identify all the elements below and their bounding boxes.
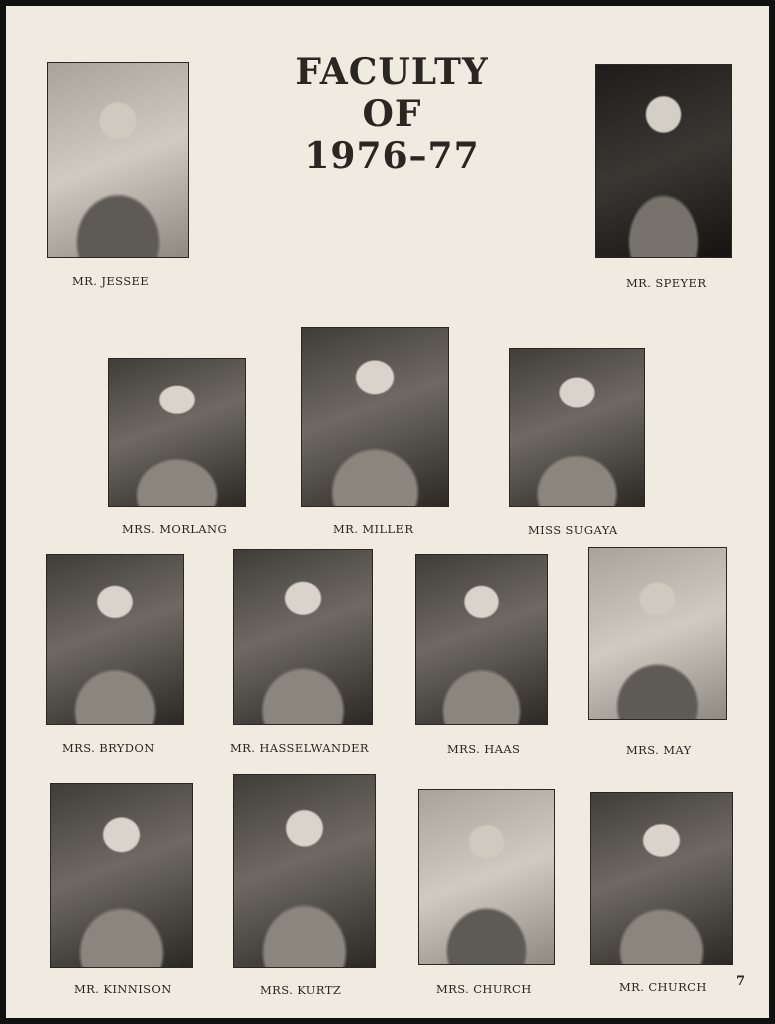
title-line-faculty: FACULTY xyxy=(295,51,489,93)
page-number: 7 xyxy=(736,974,746,989)
caption-kurtz: MRS. KURTZ xyxy=(260,983,342,997)
caption-kinnison: MR. KINNISON xyxy=(74,982,172,996)
photo-haas xyxy=(415,554,548,725)
photo-sugaya xyxy=(509,348,645,507)
caption-may: MRS. MAY xyxy=(626,743,692,757)
photo-mr-church xyxy=(590,792,733,965)
photo-miller xyxy=(301,327,449,507)
photo-speyer xyxy=(595,64,732,258)
caption-mrs-church: MRS. CHURCH xyxy=(436,982,532,996)
photo-mrs-church xyxy=(418,789,555,965)
photo-jessee xyxy=(47,62,189,258)
caption-haas: MRS. HAAS xyxy=(447,742,521,756)
photo-may xyxy=(588,547,727,720)
title-line-year: 1976–77 xyxy=(304,134,480,177)
title-line-of: OF xyxy=(362,92,422,135)
photo-kurtz xyxy=(233,774,376,968)
caption-jessee: MR. JESSEE xyxy=(72,274,150,288)
caption-mr-church: MR. CHURCH xyxy=(619,980,707,994)
caption-brydon: MRS. BRYDON xyxy=(62,741,155,755)
caption-sugaya: MISS SUGAYA xyxy=(528,523,618,537)
photo-kinnison xyxy=(50,783,193,968)
caption-hasselwander: MR. HASSELWANDER xyxy=(230,741,369,755)
page-title xyxy=(262,52,522,177)
photo-hasselwander xyxy=(233,549,373,725)
caption-miller: MR. MILLER xyxy=(333,522,414,536)
photo-morlang xyxy=(108,358,246,507)
photo-brydon xyxy=(46,554,184,725)
caption-morlang: MRS. MORLANG xyxy=(122,522,228,536)
caption-speyer: MR. SPEYER xyxy=(626,276,707,290)
